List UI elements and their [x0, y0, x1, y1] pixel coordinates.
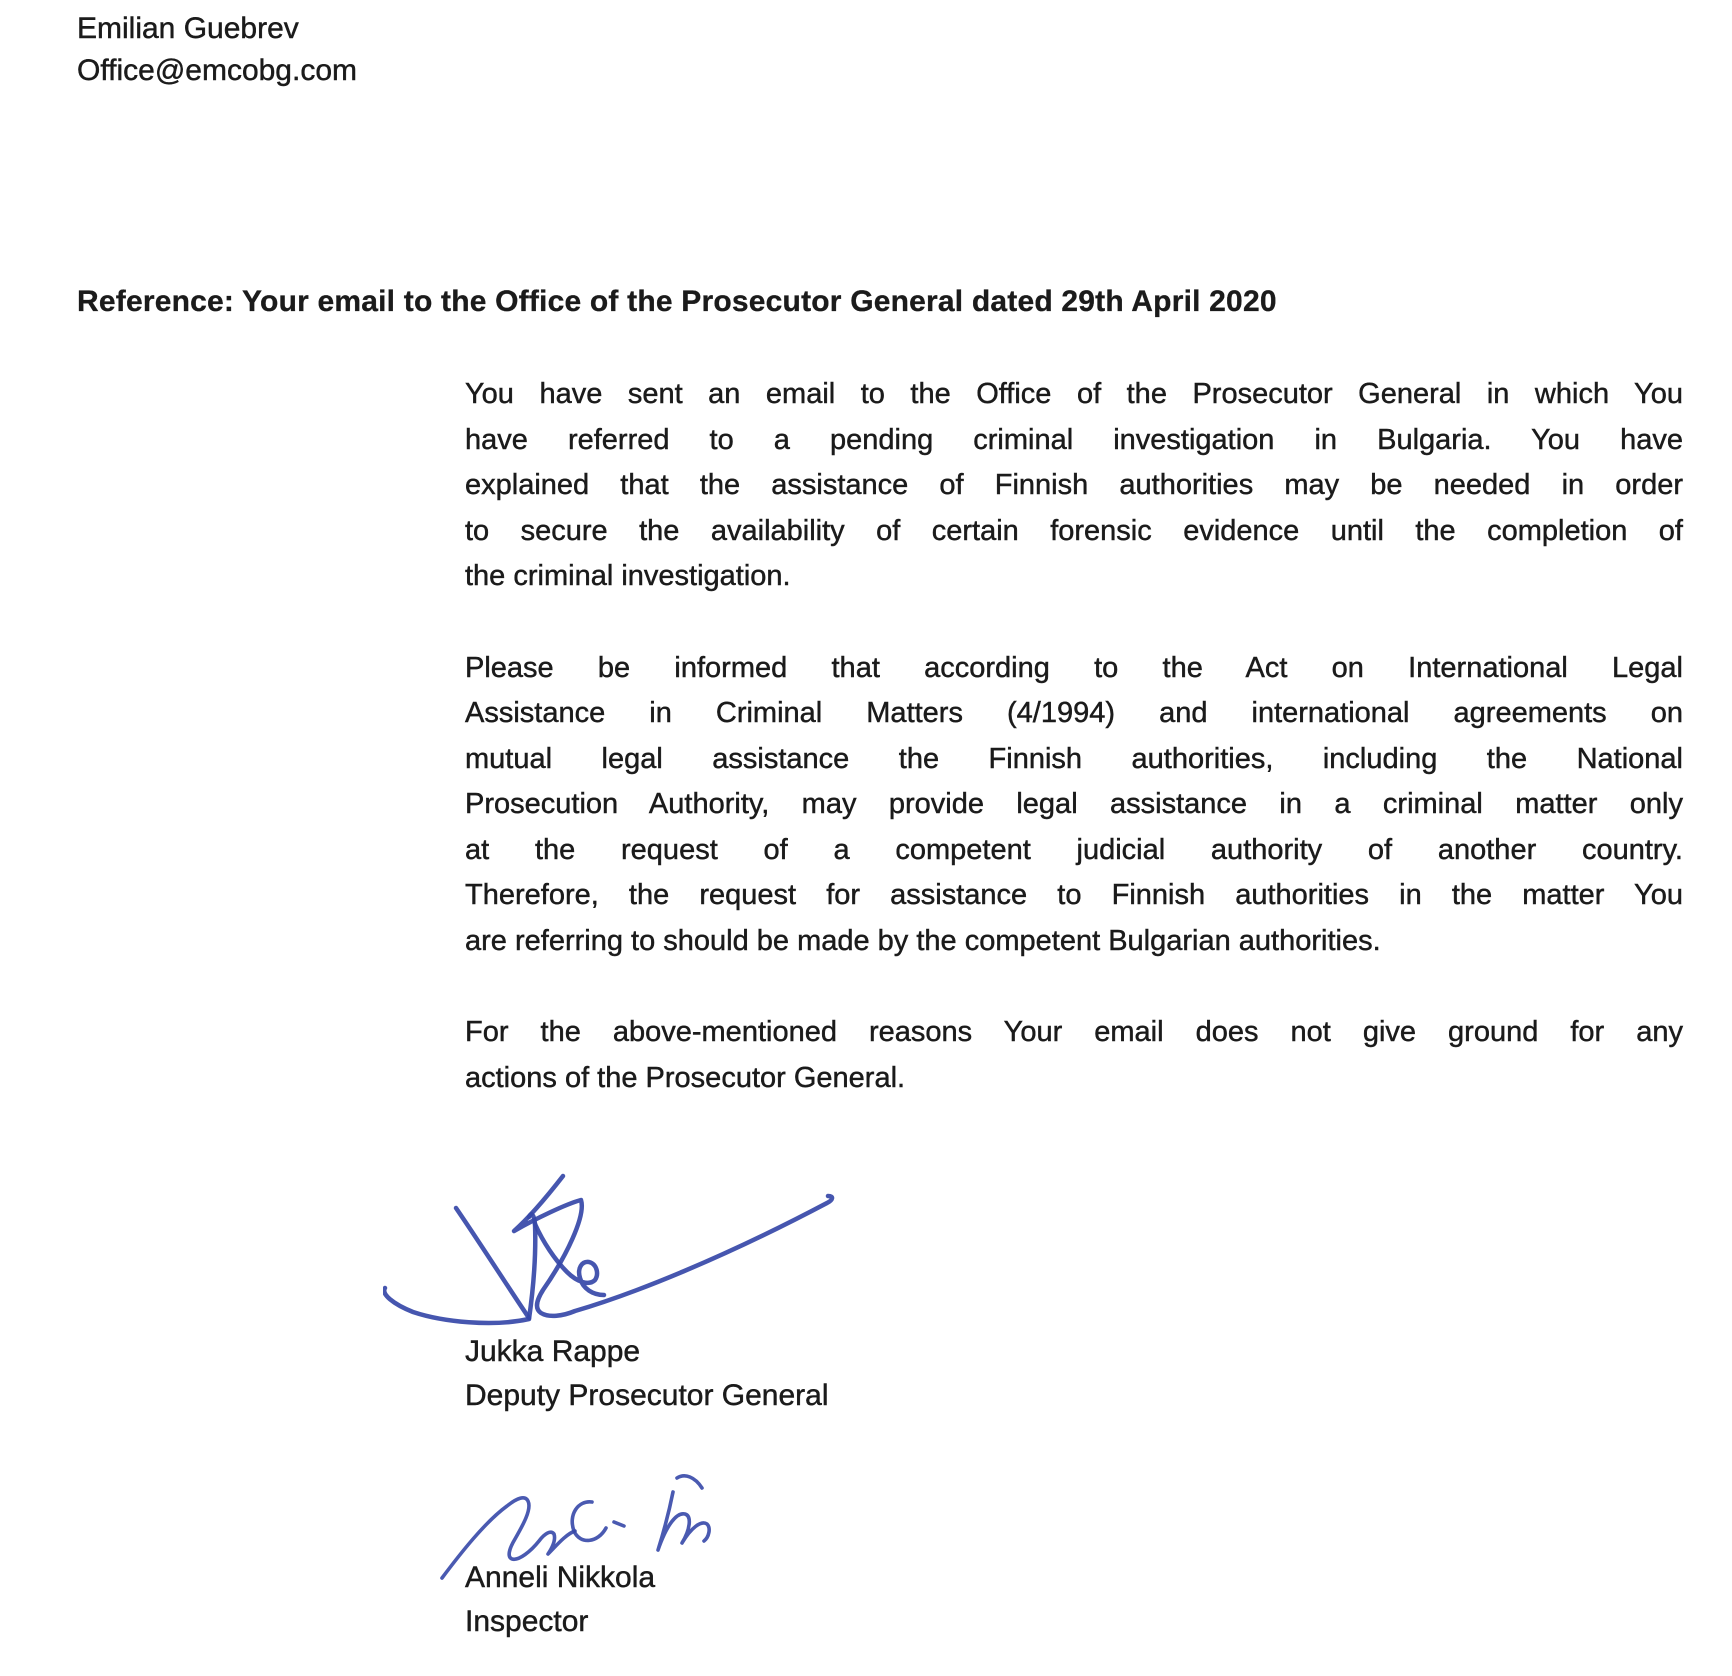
body-line: at the request of a competent judicial authority of another country. [465, 833, 1683, 866]
body-paragraph [465, 372, 1683, 600]
body-line: For the above-mentioned reasons Your email does not give ground for any [465, 1016, 1683, 1048]
signer-block [465, 1330, 829, 1418]
body-line: to secure the availability of certain forensic evidence until the completion of [465, 514, 1683, 547]
body-line: are referring to should be made by the competent Bulgarian authorities. [465, 924, 1381, 957]
body-line: Prosecution Authority, may provide legal assistance in a criminal matter only [465, 788, 1683, 820]
recipient-block [77, 8, 357, 92]
signer-name: Jukka Rappe [465, 1335, 641, 1368]
body-paragraph [465, 646, 1683, 965]
body-paragraph [465, 1010, 1683, 1101]
jukka-rappe-signature-icon [383, 1162, 843, 1334]
body-line: You have sent an email to the Office of the Prosecutor General in which You [465, 378, 1683, 410]
body-line: Please be informed that according to the Act on International Legal [465, 651, 1683, 684]
signer-name: Anneli Nikkola [465, 1561, 656, 1594]
body-line: the criminal investigation. [465, 560, 791, 592]
body-line: have referred to a pending criminal investigation in Bulgaria. You have [465, 423, 1683, 456]
signer-title: Inspector [465, 1605, 589, 1638]
signer-block [465, 1556, 655, 1644]
recipient-name: Emilian Guebrev [77, 12, 299, 45]
reference-line: Reference: Your email to the Office of the Prosecutor General dated 29th April 2020 [77, 285, 1277, 318]
signer-title: Deputy Prosecutor General [465, 1379, 829, 1412]
letter-body [465, 372, 1683, 1147]
body-line: explained that the assistance of Finnish authorities may be needed in order [465, 469, 1683, 501]
body-line: Assistance in Criminal Matters (4/1994) and international agreements on [465, 697, 1683, 729]
body-line: mutual legal assistance the Finnish authorities, including the National [465, 742, 1683, 775]
recipient-email: Office@emcobg.com [77, 54, 358, 87]
body-line: actions of the Prosecutor General. [465, 1061, 906, 1094]
body-line: Therefore, the request for assistance to Finnish authorities in the matter You [465, 879, 1683, 911]
